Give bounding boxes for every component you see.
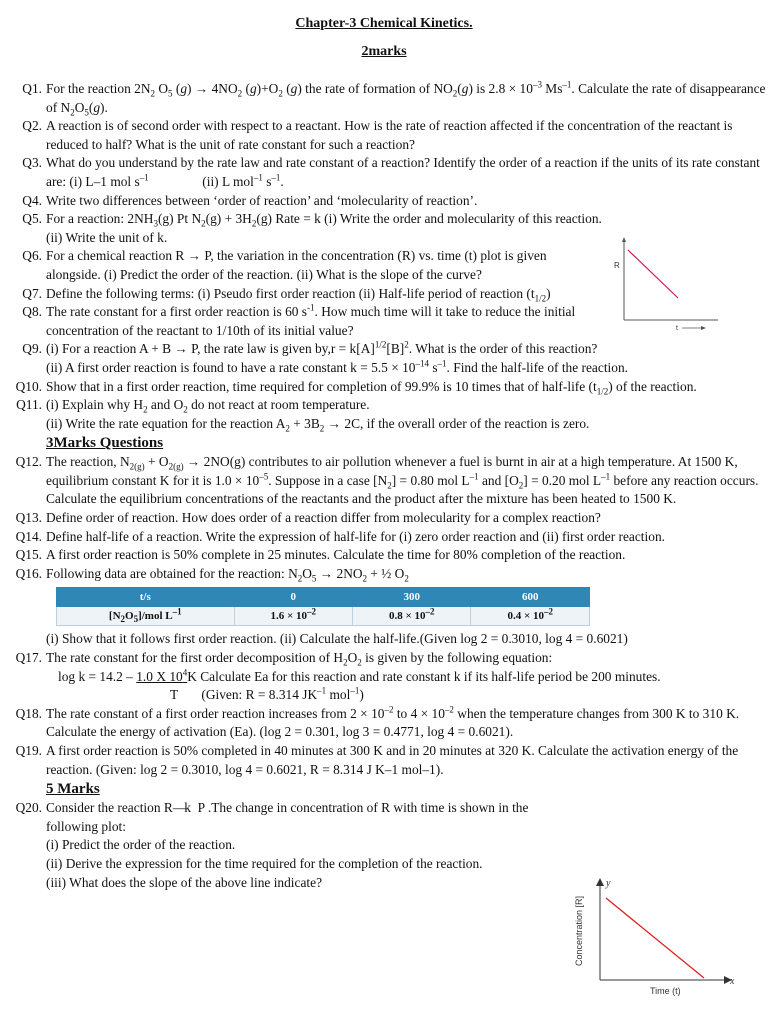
question-15: Q15. A first order reaction is 50% complete in 25 minutes. Calculate the time for 80% completion of the reaction. [15,547,626,563]
y-axis-arrow [596,878,604,886]
section-3marks-heading: 3Marks Questions [46,435,164,452]
question-18: Q18. The rate constant of a first order reaction increases from $2 \times 10^{-2}$ to $4 \times 10^{-2}$ when the temperature changes from 300 K to 310 K. Calculate the energy of activation (Ea). (log 2 = 0.301, log 3 = 0.4771, log 4 = 0.6021). [15,704,740,740]
question-20: Q20. Consider the reaction R—k P .The change in concentration of R with time is shown in the following plot: (i) Predict the order of the reaction. (ii) Derive the expression for the time required for the completion of the reaction. (iii) What does the slope of the above line indicate? [15,800,529,890]
table-header-row [57,588,590,607]
question-5: Q5. For a reaction: $2NH_3(g)$ Pt $N_2(g) + 3H_2(g)$ Rate = k (i) Write the order and molecularity of this reaction. (ii) Write the unit of k. [22,211,602,245]
table-row [57,607,590,626]
y-axis-label: Concentration [R] [574,895,584,966]
y-axis-arrow [622,237,626,242]
question-8: Q8. The rate constant for a first order reaction is 60 $s^{-1}$. How much time will it take to reduce the initial concentration of the reactant to 1/10th of its initial value? [22,302,576,338]
table-header: 600 [471,588,590,607]
concentration-time-plot-large [566,874,742,998]
question-2: Q2. A reaction is of second order with respect to a reactant. How is the rate of reaction affected if the concentration of the reactant is reduced to half? What is the unit of rate constant for such a reaction? [22,118,733,152]
chapter-title: Chapter-3 Chemical Kinetics. [295,16,473,31]
question-16-continued: (i) Show that it follows first order reaction. (ii) Calculate the half-life.(Given log 2 = 0.3010, log 4 = 0.6021) [46,631,628,647]
question-13: Q13. Define order of reaction. How does order of a reaction differ from molecularity for a complex reaction? [15,510,601,526]
question-6: Q6. For a chemical reaction R → P, the variation in the concentration (R) vs. time (t) plot is given alongside. (i) Predict the order of the reaction. (ii) What is the slope of the curve? [22,248,547,282]
concentration-time-plot-small [610,236,720,336]
question-12: Q12. The reaction, $N_{2(g)} + O_{2(g)} \to 2NO(g)$ contributes to air pollution whenever a fuel is burnt in air at a high temperature. At 1500 K, equilibrium constant K for it is $1.0 \times 10^{-5}$. Suppose in a case $[N_2] = 0.80$ mol $L^{-1}$ and $[O_2] = 0.20$ mol $L^{-1}$ before any reaction occurs. Calculate the equilibrium concentrations of the reactants and the product after the mixture has been heated to 1500 K. [15,454,759,507]
question-list [0,80,768,892]
section-2marks-heading: 2marks [361,44,407,59]
question-19: Q19. A first order reaction is 50% completed in 40 minutes at 300 K and in 20 minutes at 320 K. Calculate the activation energy of the reaction. (Given: log 2 = 0.3010, log 4 = 0.6021, R = 8.314 J K–1 mol–1). [15,743,739,777]
question-1: Q1. For the reaction $2N_2$ $O_5$ $(g) \to 4NO_2$ $(g)+O_2$ (g) the rate of formation of $NO_2(g)$ is $2.8 \times 10^{-3}$ $Ms^{-1}$. Calculate the rate of disappearance of $N_2O_5(g)$. [22,79,766,118]
y-axis-label: R [614,261,620,270]
question-14: Q14. Define half-life of a reaction. Write the expression of half-life for (i) zero order reaction and (ii) first order reaction. [15,528,665,544]
table-header: 300 [353,588,471,607]
table-header: t/s [57,588,235,607]
x-axis-label: Time (t) [650,986,681,996]
question-17-given: T (Given: R = 8.314 $JK^{-1}$ mol$^{-1}$) [170,685,364,703]
concentration-line [606,898,704,978]
question-17: Q17. The rate constant for the first order decomposition of $H_2O_2$ is given by the following equation: [15,650,553,668]
question-16: Q16. Following data are obtained for the reaction: $N_2O_5 \to 2NO_2$ + ½ $O_2$ [15,565,409,584]
question-4: Q4. Write two differences between ‘order of reaction’ and ‘molecularity of reaction’. [22,192,478,208]
concentration-line [628,250,678,298]
question-10: Q10. Show that in a first order reaction, time required for completion of 99.9% is 10 times that of half-life $(t_{1/2})$ of the reaction. [15,378,697,397]
table-cell: $1.6 \times 10^{-2}$ [234,607,352,626]
kinetics-data-table [56,587,590,626]
x-axis-arrow [701,326,706,330]
table-cell: $0.8 \times 10^{-2}$ [353,607,471,626]
table-cell: $0.4 \times 10^{-2}$ [471,607,590,626]
question-7: Q7. Define the following terms: (i) Pseudo first order reaction (ii) Half-life period of reaction $(t_{1/2})$ [22,285,551,304]
table-row-label: $[N_2O_5]$/mol $L^{-1}$ [57,607,235,626]
question-9: Q9. (i) For a reaction A + B → P, the rate law is given $by,r = k[A]^{1/2}[B]^2$. What is the order of this reaction? (ii) A first order reaction is found to have a rate constant $k = 5.5 \times 10^{-14}$ $s^{-1}$. Find the half-life of the reaction. [22,339,629,375]
question-17-formula: log k = 14.2 – 1.0 X $10^4K$ Calculate Ea for this reaction and rate constant k if its half-life period be 200 minutes. [58,667,661,684]
x-axis-label: t [676,325,678,332]
section-5marks-heading: 5 Marks [46,781,100,798]
table-header: 0 [234,588,352,607]
question-3: Q3. What do you understand by the rate law and rate constant of a reaction? Identify the order of a reaction if the units of its rate constant are: (i) L–1 mol $s^{-1}$ (ii) L mol$^{-1}$ $s^{-1}$. [22,155,760,189]
y-axis-letter: y [606,878,611,889]
x-axis-letter: x [730,976,735,987]
question-11: Q11. (i) Explain why $H_2$ and $O_2$ do not react at room temperature. (ii) Write the rate equation for the reaction $A_2 + 3B_2 \to 2C$, if the overall order of the reaction is zero. [16,397,590,434]
